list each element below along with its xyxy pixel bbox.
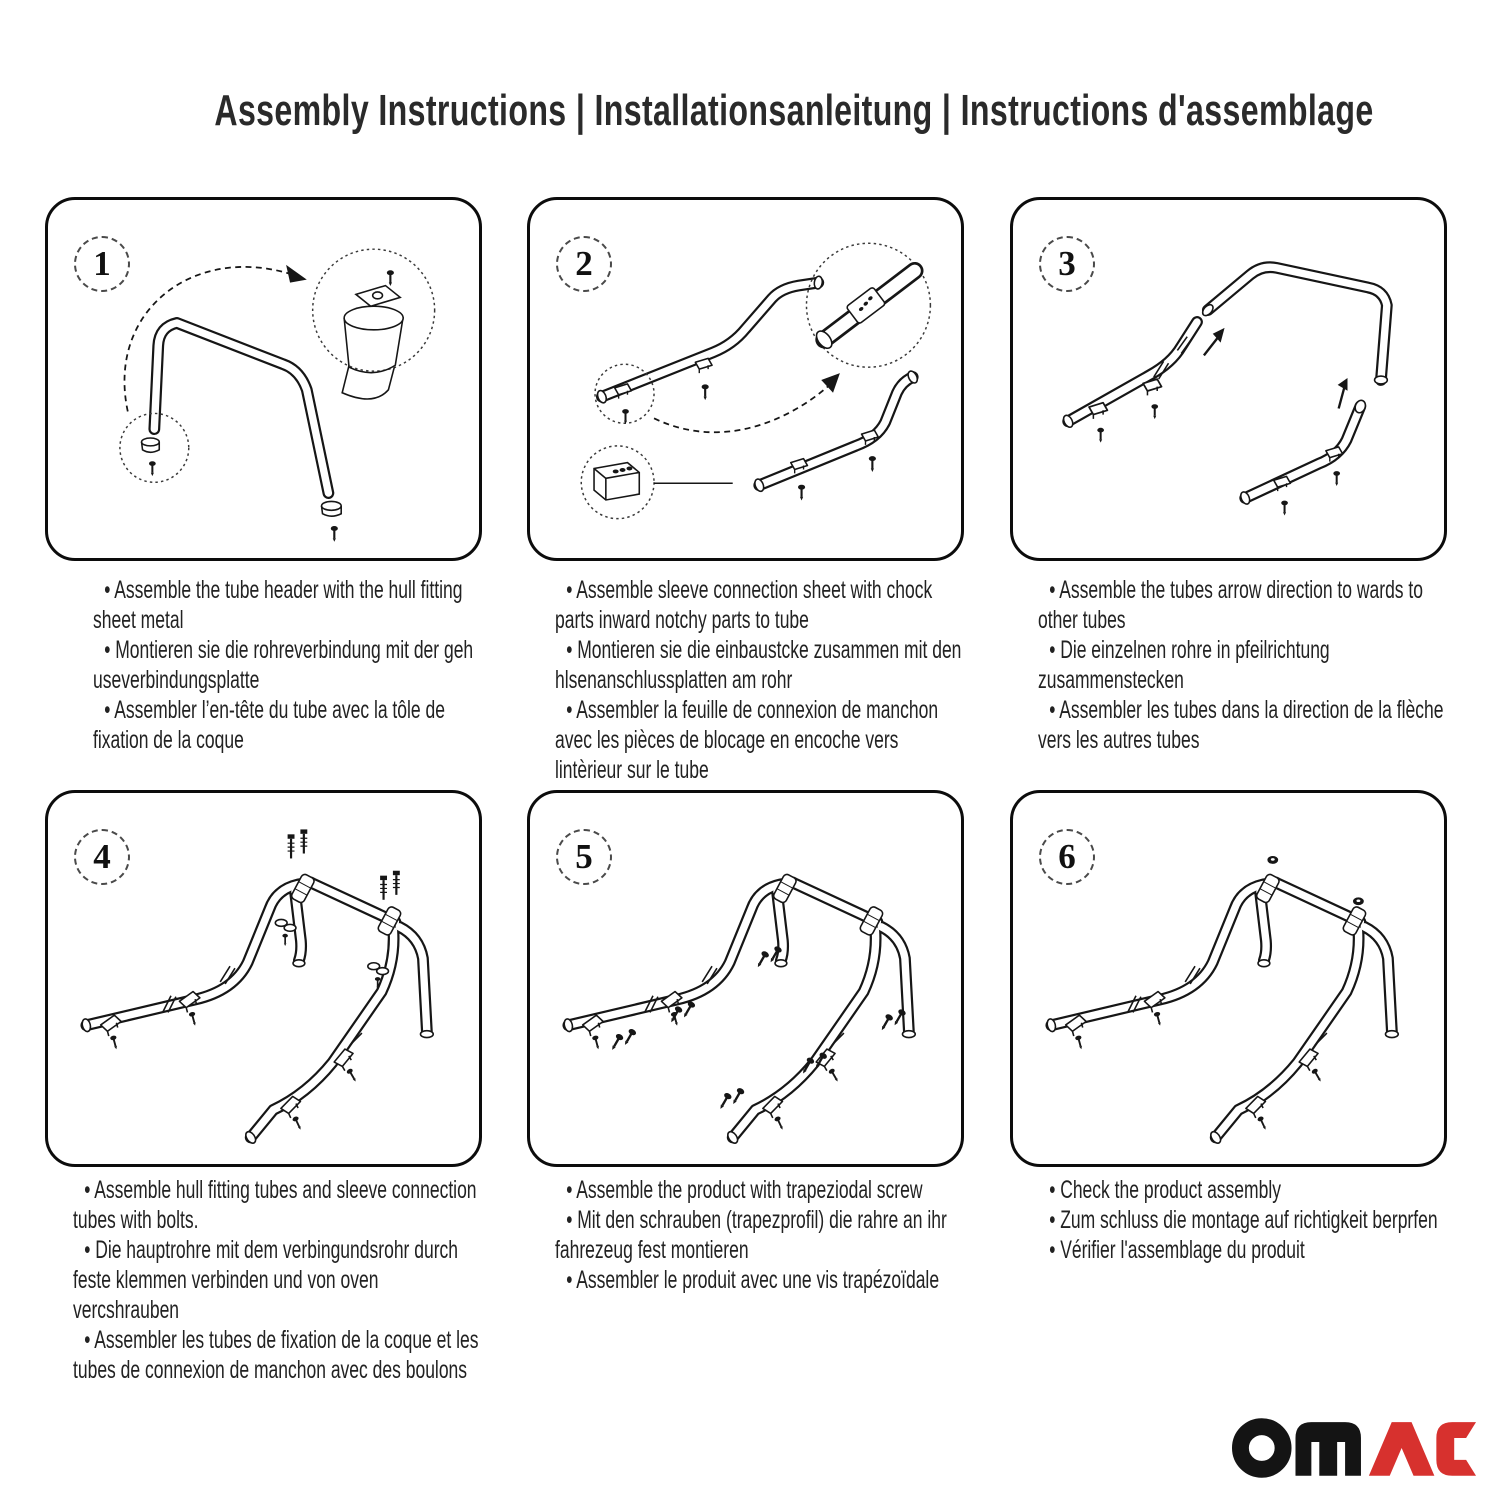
step-2-number: 2 bbox=[556, 236, 612, 292]
connector-block-detail bbox=[594, 463, 639, 500]
step-2-bullet-de: • Montieren sie die einbaustcke zusammen mit den hlsenanschlussplatten am rohr bbox=[555, 636, 962, 694]
step-2-caption bbox=[555, 575, 963, 785]
page-title bbox=[0, 86, 1500, 136]
step-6-bullet-en: • Check the product assembly bbox=[1049, 1176, 1281, 1204]
step-4-number: 4 bbox=[74, 829, 130, 885]
omac-logo-o bbox=[1240, 1427, 1283, 1470]
step-4-bullet-de: • Die hauptrohre mit dem verbingundsrohr durch feste klemmen verbinden und von oven vercshrauben bbox=[73, 1236, 459, 1324]
step-3-bullet-en: • Assemble the tubes arrow direction to wards to other tubes bbox=[1038, 576, 1424, 634]
step-1-bullet-fr: • Assembler l’en-tête du tube avec la tôle de fixation de la coque bbox=[93, 696, 445, 754]
step-6-panel bbox=[1010, 790, 1447, 1167]
step-3-caption bbox=[1038, 575, 1446, 755]
step-2-panel bbox=[527, 197, 964, 561]
step-3-bullet-de: • Die einzelnen rohre in pfeilrichtung zusammenstecken bbox=[1038, 636, 1330, 694]
step-3-bullet-fr: • Assembler les tubes dans la direction de la flèche vers les autres tubes bbox=[1038, 696, 1444, 754]
step-5-bullet-fr: • Assembler le produit avec une vis trapézoïdale bbox=[566, 1266, 940, 1294]
step-3-panel bbox=[1010, 197, 1447, 561]
step-5-number: 5 bbox=[556, 829, 612, 885]
omac-logo-c bbox=[1436, 1422, 1476, 1476]
step-5-caption bbox=[555, 1175, 963, 1295]
step-5-bullet-de: • Mit den schrauben (trapezprofil) die rahre an ihr fahrezeug fest montieren bbox=[555, 1206, 947, 1264]
step-6-number: 6 bbox=[1039, 829, 1095, 885]
step-6-caption bbox=[1038, 1175, 1446, 1265]
step-1-number: 1 bbox=[74, 236, 130, 292]
omac-logo-a bbox=[1369, 1422, 1434, 1476]
omac-logo bbox=[1232, 1412, 1480, 1478]
step-2-bullet-en: • Assemble sleeve connection sheet with chock parts inward notchy parts to tube bbox=[555, 576, 933, 634]
step-5-bullet-en: • Assemble the product with trapeziodal screw bbox=[566, 1176, 923, 1204]
omac-logo-m bbox=[1295, 1422, 1360, 1476]
step-4-bullet-fr: • Assembler les tubes de fixation de la coque et les tubes de connexion de manchon avec des boulons bbox=[73, 1326, 479, 1384]
step-5-panel bbox=[527, 790, 964, 1167]
step-1-panel bbox=[45, 197, 482, 561]
step-4-bullet-en: • Assemble hull fitting tubes and sleeve connection tubes with bolts. bbox=[73, 1176, 477, 1234]
step-4-caption bbox=[73, 1175, 481, 1385]
step-1-bullet-en: • Assemble the tube header with the hull fitting sheet metal bbox=[93, 576, 463, 634]
step-1-caption bbox=[93, 575, 501, 755]
step-3-number: 3 bbox=[1039, 236, 1095, 292]
step-4-panel bbox=[45, 790, 482, 1167]
step-1-bullet-de: • Montieren sie die rohreverbindung mit der geh useverbindungsplatte bbox=[93, 636, 474, 694]
step-6-bullet-fr: • Vérifier l'assemblage du produit bbox=[1049, 1236, 1305, 1264]
page-title-text: Assembly Instructions | Installationsanleitung | Instructions d'assemblage bbox=[214, 86, 1374, 135]
step-6-bullet-de: • Zum schluss die montage auf richtigkeit berprfen bbox=[1049, 1206, 1438, 1234]
step-2-bullet-fr: • Assembler la feuille de connexion de manchon avec les pièces de blocage en encoche vers lintèrieur sur le tube bbox=[555, 696, 939, 784]
